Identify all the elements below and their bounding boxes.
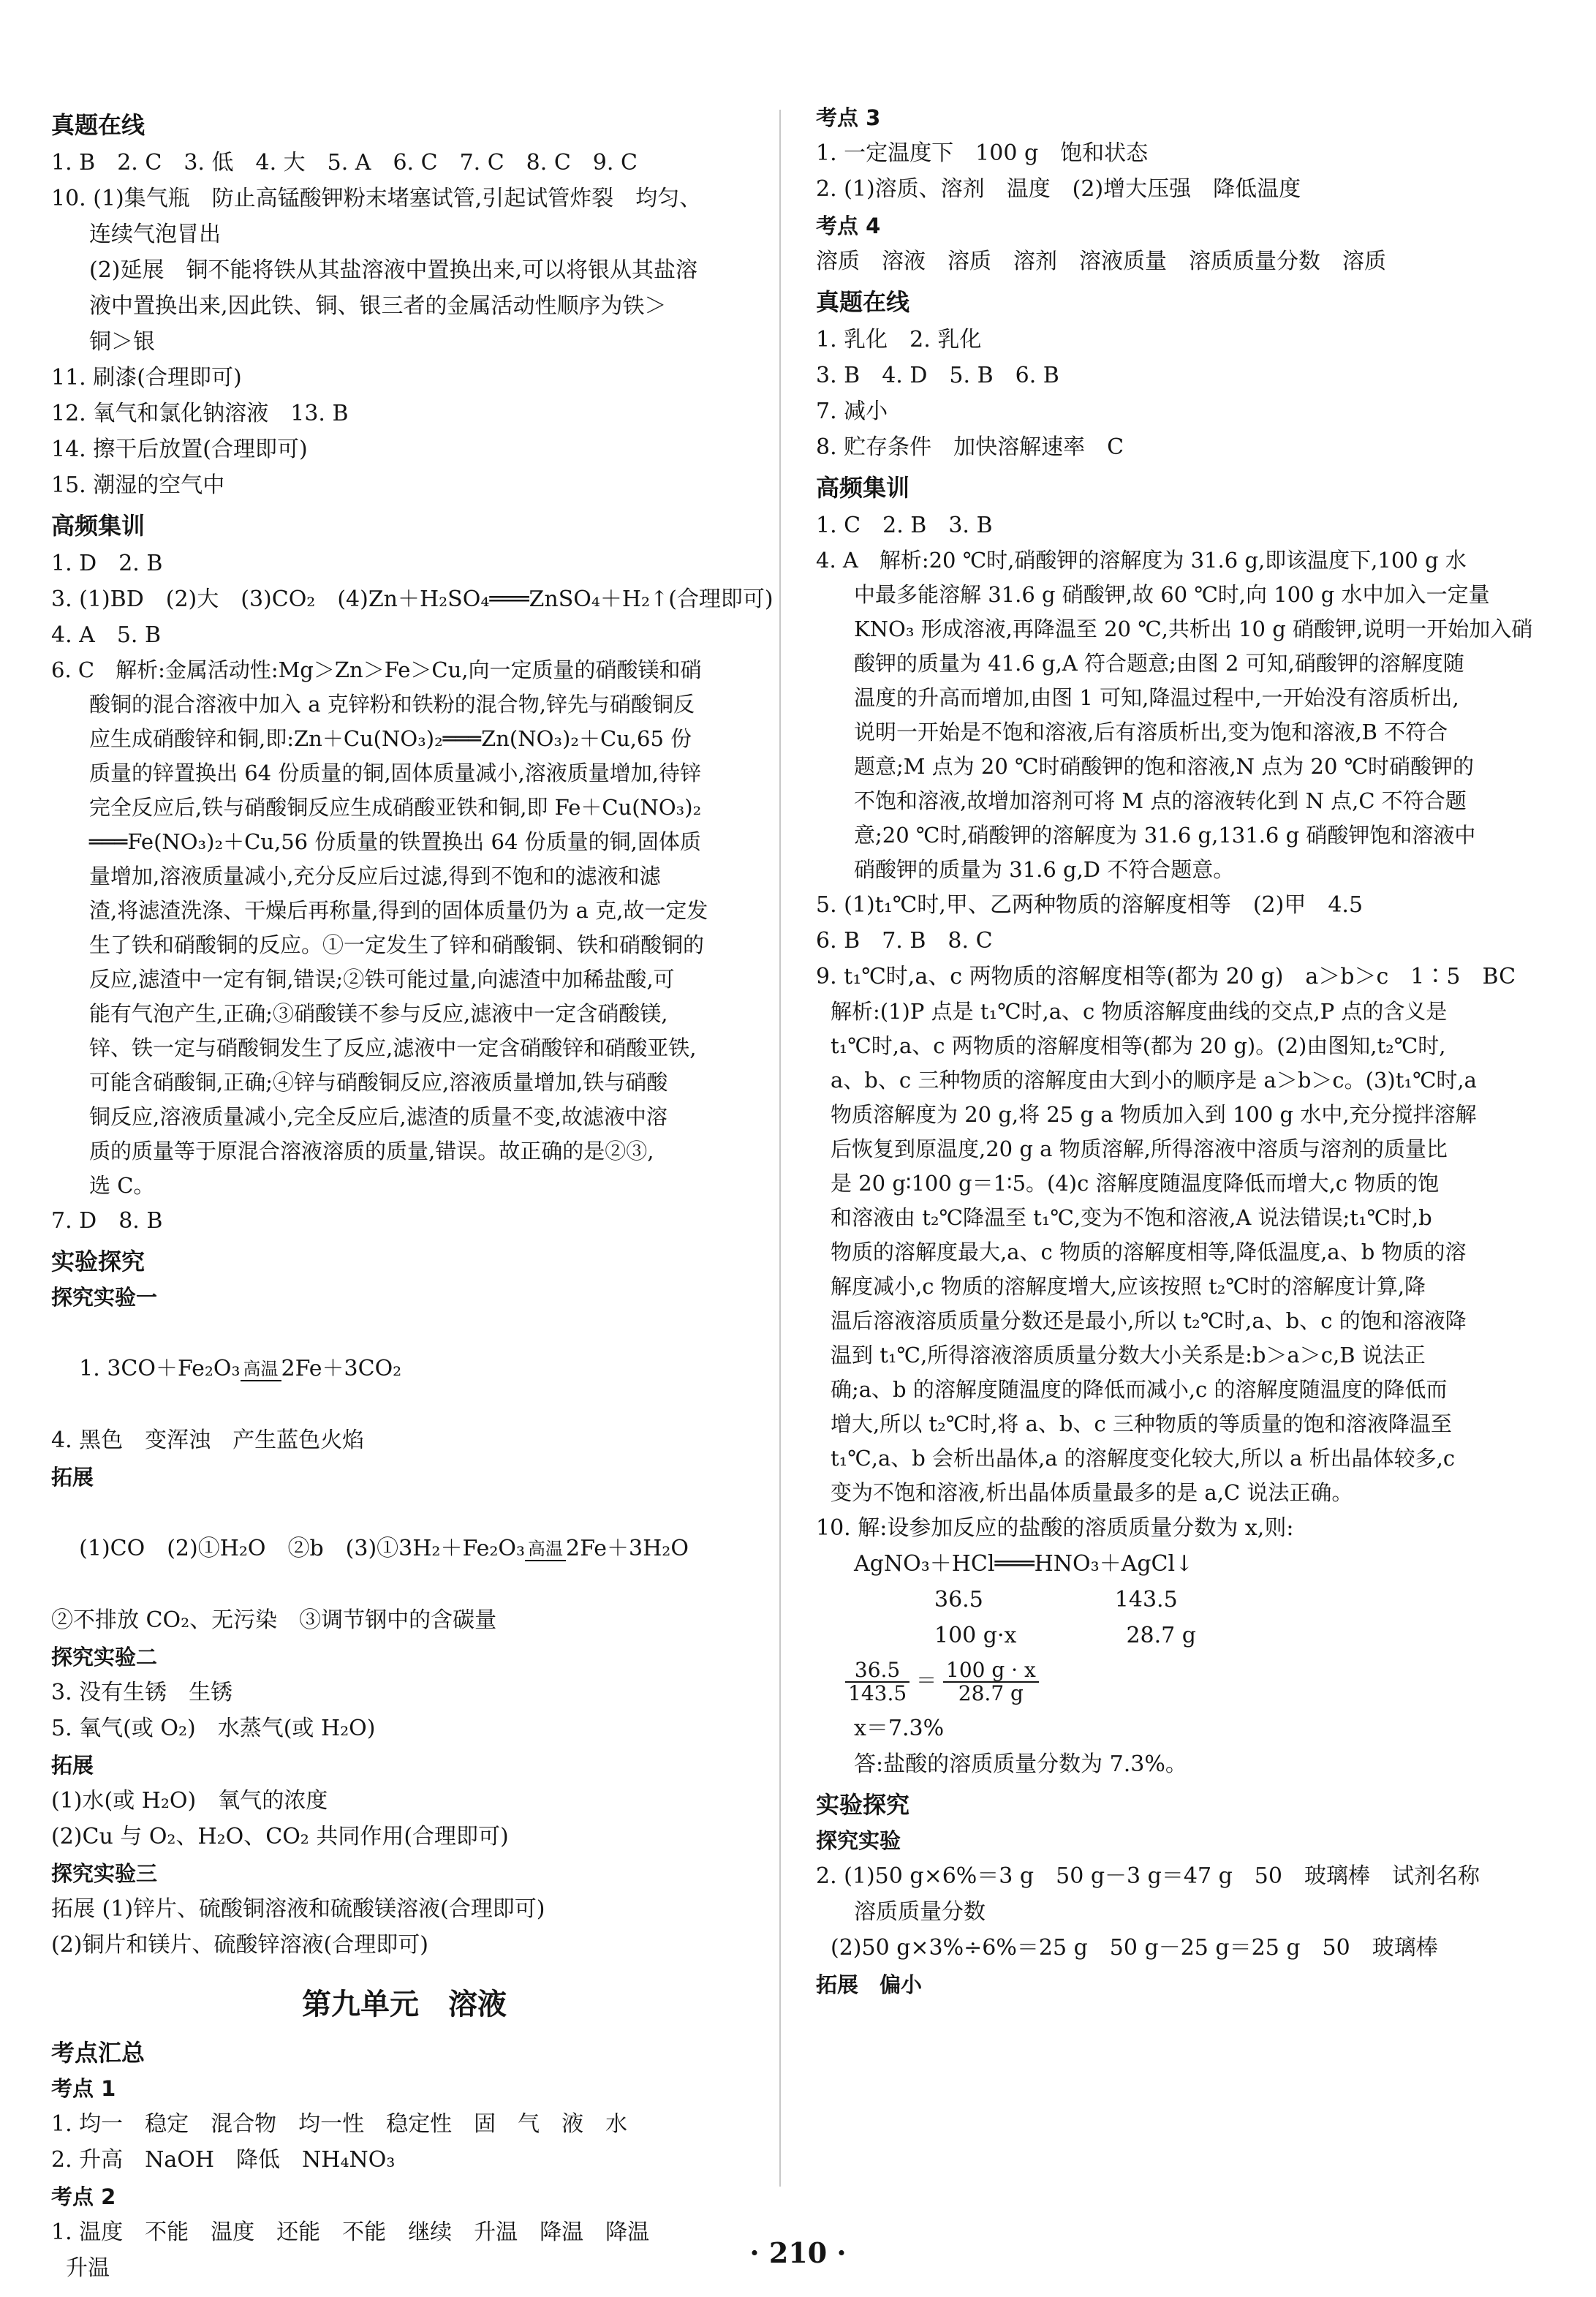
answer-line: 完全反应后,铁与硝酸铜反应生成硝酸亚铁和铜,即 Fe＋Cu(NO₃)₂	[89, 795, 702, 820]
equation-left: (1)CO (2)①H₂O ②b (3)①3H₂＋Fe₂O₃	[79, 1536, 526, 1561]
answer-line: 6. B 7. B 8. C	[816, 928, 993, 954]
answer-line: 酸铜的混合溶液中加入 a 克锌粉和铁粉的混合物,锌先与硝酸铜反	[89, 692, 695, 717]
answer-line: t₁℃时,a、c 两物质的溶解度相等(都为 20 g)。(2)由图知,t₂℃时,	[831, 1033, 1446, 1058]
answer-line: 6. C 解析:金属活动性:Mg＞Zn＞Fe＞Cu,向一定质量的硝酸镁和硝	[51, 657, 702, 682]
answer-line: 1. D 2. B	[51, 551, 163, 576]
answer-line: 确;a、b 的溶解度随温度的降低而减小,c 的溶解度随温度的降低而	[831, 1377, 1448, 1402]
answer-line: 渣,将滤渣洗涤、干燥后再称量,得到的固体质量仍为 a 克,故一定发	[89, 898, 708, 923]
calc-line: AgNO₃＋HCl═══HNO₃＋AgCl↓	[854, 1551, 1194, 1577]
answer-line: 是 20 g∶100 g＝1∶5。(4)c 溶解度随温度降低而增大,c 物质的饱	[831, 1171, 1440, 1196]
answer-line: 9. t₁℃时,a、c 两物质的溶解度相等(都为 20 g) a＞b＞c 1∶5 BC	[816, 964, 1516, 989]
section-heading: 高频集训	[816, 474, 910, 502]
section-heading: 高频集训	[51, 512, 145, 540]
answer-line: 5. (1)t₁℃时,甲、乙两种物质的溶解度相等 (2)甲 4.5	[816, 892, 1364, 918]
proportion-equation	[845, 1659, 1556, 1705]
answer-line: 反应,滤渣中一定有铜,错误;②铁可能过量,向滤渣中加稀盐酸,可	[89, 967, 675, 992]
answer-line: 酸钾的质量为 41.6 g,A 符合题意;由图 2 可知,硝酸钾的溶解度随	[854, 651, 1464, 676]
answer-line: 1. 温度 不能 温度 还能 不能 继续 升温 降温 降温	[51, 2219, 650, 2245]
subsection-heading: 考点 2	[51, 2184, 116, 2209]
left-column	[45, 102, 774, 2286]
fraction-denominator: 28.7 g	[958, 1681, 1024, 1705]
fraction-numerator: 100 g · x	[943, 1659, 1039, 1683]
calc-line: 36.5 143.5	[934, 1587, 1178, 1613]
subsection-heading: 探究实验二	[51, 1645, 158, 1670]
answer-line: 4. A 5. B	[51, 622, 162, 648]
answer-line: 量增加,溶液质量减小,充分反应后过滤,得到不饱和的滤液和滤	[89, 864, 661, 889]
answer-line: 11. 刷漆(合理即可)	[51, 365, 242, 391]
answer-line: 7. D 8. B	[51, 1208, 163, 1234]
condition-label: 高温	[525, 1538, 566, 1561]
answer-line: 1. C 2. B 3. B	[816, 513, 993, 538]
answer-line: 质的质量等于原混合溶液溶质的质量,错误。故正确的是②③,	[89, 1139, 654, 1163]
answer-line: 8. 贮存条件 加快溶解速率 C	[816, 434, 1124, 460]
answer-line: 拓展 (1)锌片、硫酸铜溶液和硫酸镁溶液(合理即可)	[51, 1896, 545, 1922]
answer-line: (2)铜片和镁片、硫酸锌溶液(合理即可)	[51, 1932, 428, 1958]
answer-line: 题意;M 点为 20 ℃时硝酸钾的饱和溶液,N 点为 20 ℃时硝酸钾的	[854, 754, 1475, 779]
answer-line: (2)50 g×3%÷6%＝25 g 50 g－25 g＝25 g 50 玻璃棒	[831, 1935, 1438, 1961]
answer-line: 液中置换出来,因此铁、铜、银三者的金属活动性顺序为铁＞	[89, 293, 667, 319]
page-number: · 210 ·	[749, 2236, 847, 2269]
answer-line: 7. 减小	[816, 399, 888, 424]
answer-line: 铜＞银	[89, 329, 155, 355]
answer-line: 中最多能溶解 31.6 g 硝酸钾,故 60 ℃时,向 100 g 水中加入一定量	[854, 582, 1490, 607]
answer-line: 不饱和溶液,故增加溶剂可将 M 点的溶液转化到 N 点,C 不符合题	[854, 788, 1467, 813]
subsection-heading: 拓展 偏小	[816, 1972, 923, 1997]
fraction-denominator: 143.5	[848, 1681, 907, 1705]
answer-line: 硝酸钾的质量为 31.6 g,D 不符合题意。	[854, 857, 1235, 882]
equation-line	[51, 1495, 763, 1602]
condition-label: 高温	[241, 1358, 281, 1381]
answer-line: t₁℃,a、b 会析出晶体,a 的溶解度变化较大,所以 a 析出晶体较多,c	[831, 1446, 1456, 1471]
answer-line: 14. 擦干后放置(合理即可)	[51, 437, 308, 462]
subsection-heading: 考点 3	[816, 105, 881, 130]
answer-line: 生了铁和硝酸铜的反应。①一定发生了锌和硝酸铜、铁和硝酸铜的	[89, 932, 705, 957]
answer-line: 锌、铁一定与硝酸铜发生了反应,滤液中一定含硝酸锌和硝酸亚铁,	[89, 1036, 697, 1060]
subsection-heading: 考点 4	[816, 214, 881, 238]
answer-line: 2. (1)溶质、溶剂 温度 (2)增大压强 降低温度	[816, 176, 1301, 202]
answer-line: 增大,所以 t₂℃时,将 a、b、c 三种物质的等质量的饱和溶液降温至	[831, 1411, 1452, 1436]
answer-line: 1. 均一 稳定 混合物 均一性 稳定性 固 气 液 水	[51, 2111, 628, 2137]
equation-right: 2Fe＋3H₂O	[566, 1536, 689, 1561]
answer-line: 和溶液由 t₂℃降温至 t₁℃,变为不饱和溶液,A 说法错误;t₁℃时,b	[831, 1205, 1432, 1230]
answer-line: 3. B 4. D 5. B 6. B	[816, 363, 1059, 388]
section-heading: 实验探究	[51, 1248, 145, 1275]
calc-line: 答:盐酸的溶质质量分数为 7.3%。	[854, 1751, 1187, 1777]
section-heading: 实验探究	[816, 1791, 910, 1819]
subsection-heading: 拓展	[51, 1465, 94, 1490]
answer-line: ②不排放 CO₂、无污染 ③调节钢中的含碳量	[51, 1607, 497, 1633]
equation-line	[51, 1315, 763, 1422]
fraction	[943, 1659, 1039, 1705]
answer-line: 2. (1)50 g×6%＝3 g 50 g－3 g＝47 g 50 玻璃棒 试剂名称	[816, 1863, 1480, 1889]
answer-line: 温到 t₁℃,所得溶液溶质质量分数大小关系是:b＞a＞c,B 说法正	[831, 1343, 1426, 1368]
answer-line: 溶质 溶液 溶质 溶剂 溶液质量 溶质质量分数 溶质	[816, 249, 1386, 274]
answer-line: 1. B 2. C 3. 低 4. 大 5. A 6. C 7. C 8. C 9. C	[51, 150, 638, 176]
answer-line: 解析:(1)P 点是 t₁℃时,a、c 物质溶解度曲线的交点,P 点的含义是	[831, 999, 1448, 1024]
answer-line: 10. 解:设参加反应的盐酸的溶质质量分数为 x,则:	[816, 1515, 1294, 1541]
answer-line: 1. 乳化 2. 乳化	[816, 327, 982, 352]
answer-line: (2)延展 铜不能将铁从其盐溶液中置换出来,可以将银从其盐溶	[89, 257, 698, 283]
subsection-heading: 考点 1	[51, 2076, 116, 2101]
column-divider	[779, 110, 781, 2187]
equation-left: 1. 3CO＋Fe₂O₃	[79, 1356, 241, 1381]
answer-line: 3. (1)BD (2)大 (3)CO₂ (4)Zn＋H₂SO₄═══ZnSO₄＋H₂↑(合理即可)	[51, 586, 774, 612]
calc-line: x＝7.3%	[854, 1716, 945, 1741]
answer-line: 5. 氧气(或 O₂) 水蒸气(或 H₂O)	[51, 1716, 376, 1741]
section-heading: 真题在线	[816, 288, 910, 316]
answer-line: 质量的锌置换出 64 份质量的铜,固体质量减小,溶液质量增加,待锌	[89, 761, 701, 785]
answer-line: 1. 一定温度下 100 g 饱和状态	[816, 140, 1149, 166]
fraction-numerator: 36.5	[845, 1659, 909, 1683]
answer-line: 应生成硝酸锌和铜,即:Zn＋Cu(NO₃)₂═══Zn(NO₃)₂＋Cu,65 份	[89, 726, 692, 751]
answer-line: 温后溶液溶质质量分数还是最小,所以 t₂℃时,a、b、c 的饱和溶液降	[831, 1308, 1467, 1333]
answer-line: 3. 没有生锈 生锈	[51, 1680, 233, 1705]
subsection-heading: 拓展	[51, 1753, 94, 1778]
fraction	[845, 1659, 909, 1705]
answer-line: 物质的溶解度最大,a、c 物质的溶解度相等,降低温度,a、b 物质的溶	[831, 1240, 1467, 1264]
unit-title: 第九单元 溶液	[302, 1987, 507, 2021]
answer-line: 意;20 ℃时,硝酸钾的溶解度为 31.6 g,131.6 g 硝酸钾饱和溶液中	[854, 823, 1476, 848]
right-column	[810, 99, 1556, 2002]
answer-line: 温度的升高而增加,由图 1 可知,降温过程中,一开始没有溶质析出,	[854, 685, 1459, 710]
answer-line: 物质溶解度为 20 g,将 25 g a 物质加入到 100 g 水中,充分搅拌溶解	[831, 1102, 1477, 1127]
answer-line: 15. 潮湿的空气中	[51, 472, 225, 498]
subsection-heading: 探究实验三	[51, 1861, 158, 1886]
answer-line: a、b、c 三种物质的溶解度由大到小的顺序是 a＞b＞c。(3)t₁℃时,a	[831, 1068, 1477, 1093]
equals-sign: ＝	[916, 1668, 937, 1693]
answer-line: 铜反应,溶液质量减小,完全反应后,滤渣的质量不变,故滤液中溶	[89, 1104, 667, 1129]
section-heading: 真题在线	[51, 111, 145, 139]
answer-line: 变为不饱和溶液,析出晶体质量最多的是 a,C 说法正确。	[831, 1480, 1353, 1505]
answer-line: 能有气泡产生,正确;③硝酸镁不参与反应,滤液中一定含硝酸镁,	[89, 1001, 668, 1026]
section-heading: 考点汇总	[51, 2039, 145, 2067]
answer-line: (2)Cu 与 O₂、H₂O、CO₂ 共同作用(合理即可)	[51, 1824, 509, 1849]
answer-line: 4. A 解析:20 ℃时,硝酸钾的溶解度为 31.6 g,即该温度下,100 g 水	[816, 548, 1467, 573]
answer-line: 溶质质量分数	[854, 1899, 986, 1925]
subsection-heading: 探究实验	[816, 1828, 901, 1853]
answer-line: 2. 升高 NaOH 降低 NH₄NO₃	[51, 2147, 396, 2173]
answer-line: 解度减小,c 物质的溶解度增大,应该按照 t₂℃时的溶解度计算,降	[831, 1274, 1426, 1299]
answer-line: 说明一开始是不饱和溶液,后有溶质析出,变为饱和溶液,B 不符合	[854, 720, 1448, 744]
answer-line: 连续气泡冒出	[89, 222, 221, 247]
answer-line: 升温	[66, 2255, 110, 2281]
answer-line: 10. (1)集气瓶 防止高锰酸钾粉末堵塞试管,引起试管炸裂 均匀、	[51, 186, 702, 211]
reaction-condition	[241, 1358, 281, 1381]
answer-line: 4. 黑色 变浑浊 产生蓝色火焰	[51, 1427, 365, 1453]
equation-right: 2Fe＋3CO₂	[281, 1356, 402, 1381]
subsection-heading: 探究实验一	[51, 1285, 158, 1310]
reaction-condition	[525, 1538, 566, 1561]
answer-line: 12. 氧气和氯化钠溶液 13. B	[51, 401, 349, 426]
answer-line: 后恢复到原温度,20 g a 物质溶解,所得溶液中溶质与溶剂的质量比	[831, 1136, 1448, 1161]
answer-line: ═══Fe(NO₃)₂＋Cu,56 份质量的铁置换出 64 份质量的铜,固体质	[89, 829, 701, 854]
answer-line: KNO₃ 形成溶液,再降温至 20 ℃,共析出 10 g 硝酸钾,说明一开始加入硝	[854, 616, 1533, 641]
answer-line: 可能含硝酸铜,正确;④锌与硝酸铜反应,溶液质量增加,铁与硝酸	[89, 1070, 668, 1095]
answer-line: (1)水(或 H₂O) 氧气的浓度	[51, 1788, 328, 1814]
answer-line: 选 C。	[89, 1173, 155, 1198]
calc-line: 100 g·x 28.7 g	[934, 1623, 1196, 1648]
